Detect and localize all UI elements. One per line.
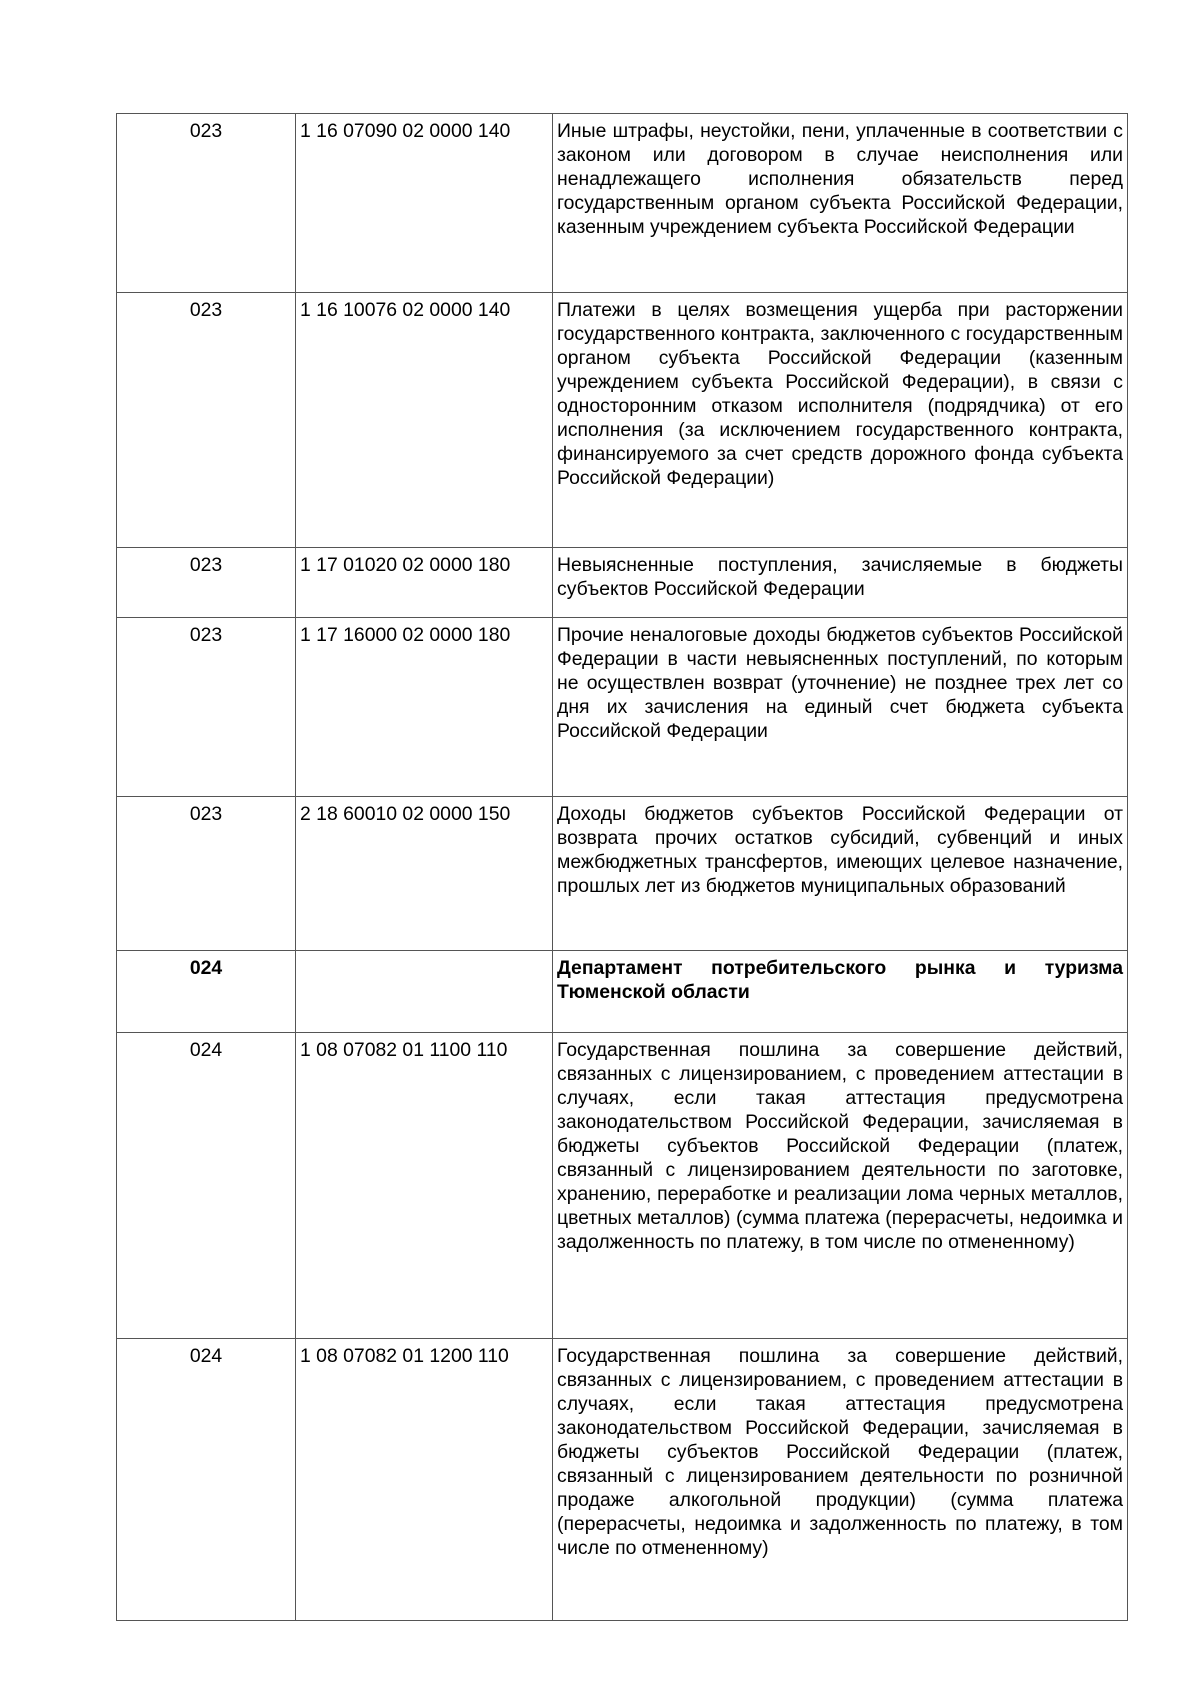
admin-code-cell: 023 [117, 797, 296, 951]
kbk-code-cell: 1 16 07090 02 0000 140 [296, 114, 553, 293]
table-row [117, 293, 1128, 548]
revenue-name-cell: Государственная пошлина за совершение действий, связанных с лицензированием, с проведением аттестации в случаях, если такая аттестация предусмотрена законодательством Российской Федерации, зачисляемая в бюджеты субъектов Российской Федерации (платеж, связанный с лицензированием деятельности по розничной продаже алкогольной продукции) (сумма платежа (перерасчеты, недоимка и задолженность по платежу, в том числе по отмененному) [553, 1339, 1128, 1621]
kbk-code-cell: 1 08 07082 01 1200 110 [296, 1339, 553, 1621]
admin-code-cell: 023 [117, 293, 296, 548]
kbk-code-cell: 1 17 16000 02 0000 180 [296, 618, 553, 797]
admin-code-cell: 023 [117, 548, 296, 618]
kbk-code-cell: 2 18 60010 02 0000 150 [296, 797, 553, 951]
revenue-name-cell: Доходы бюджетов субъектов Российской Федерации от возврата прочих остатков субсидий, субвенций и иных межбюджетных трансфертов, имеющих целевое назначение, прошлых лет из бюджетов муниципальных образований [553, 797, 1128, 951]
table-row [117, 114, 1128, 293]
kbk-code-cell: 1 17 01020 02 0000 180 [296, 548, 553, 618]
table-row [117, 797, 1128, 951]
kbk-code-cell: 1 16 10076 02 0000 140 [296, 293, 553, 548]
revenue-codes-table [116, 113, 1128, 1621]
kbk-code-cell: 1 08 07082 01 1100 110 [296, 1033, 553, 1339]
table-row [117, 1339, 1128, 1621]
table-row [117, 618, 1128, 797]
admin-code-cell: 024 [117, 951, 296, 1033]
revenue-name-cell: Иные штрафы, неустойки, пени, уплаченные в соответствии с законом или договором в случае неисполнения или ненадлежащего исполнения обязательств перед государственным органом субъекта Российской Федерации, казенным учреждением субъекта Российской Федерации [553, 114, 1128, 293]
revenue-name-cell: Прочие неналоговые доходы бюджетов субъектов Российской Федерации в части невыясненных поступлений, по которым не осуществлен возврат (уточнение) не позднее трех лет со дня их зачисления на единый счет бюджета субъекта Российской Федерации [553, 618, 1128, 797]
revenue-name-cell: Государственная пошлина за совершение действий, связанных с лицензированием, с проведением аттестации в случаях, если такая аттестация предусмотрена законодательством Российской Федерации, зачисляемая в бюджеты субъектов Российской Федерации (платеж, связанный с лицензированием деятельности по заготовке, хранению, переработке и реализации лома черных металлов, цветных металлов) (сумма платежа (перерасчеты, недоимка и задолженность по платежу, в том числе по отмененному) [553, 1033, 1128, 1339]
admin-code-cell: 024 [117, 1033, 296, 1339]
department-name-cell: Департамент потребительского рынка и туризма Тюменской области [553, 951, 1128, 1033]
department-header-row [117, 951, 1128, 1033]
admin-code-cell: 023 [117, 618, 296, 797]
revenue-name-cell: Невыясненные поступления, зачисляемые в бюджеты субъектов Российской Федерации [553, 548, 1128, 618]
revenue-name-cell: Платежи в целях возмещения ущерба при расторжении государственного контракта, заключенного с государственным органом субъекта Российской Федерации (казенным учреждением субъекта Российской Федерации), в связи с односторонним отказом исполнителя (подрядчика) от его исполнения (за исключением государственного контракта, финансируемого за счет средств дорожного фонда субъекта Российской Федерации) [553, 293, 1128, 548]
table-row [117, 1033, 1128, 1339]
kbk-code-cell [296, 951, 553, 1033]
table-row [117, 548, 1128, 618]
admin-code-cell: 024 [117, 1339, 296, 1621]
admin-code-cell: 023 [117, 114, 296, 293]
